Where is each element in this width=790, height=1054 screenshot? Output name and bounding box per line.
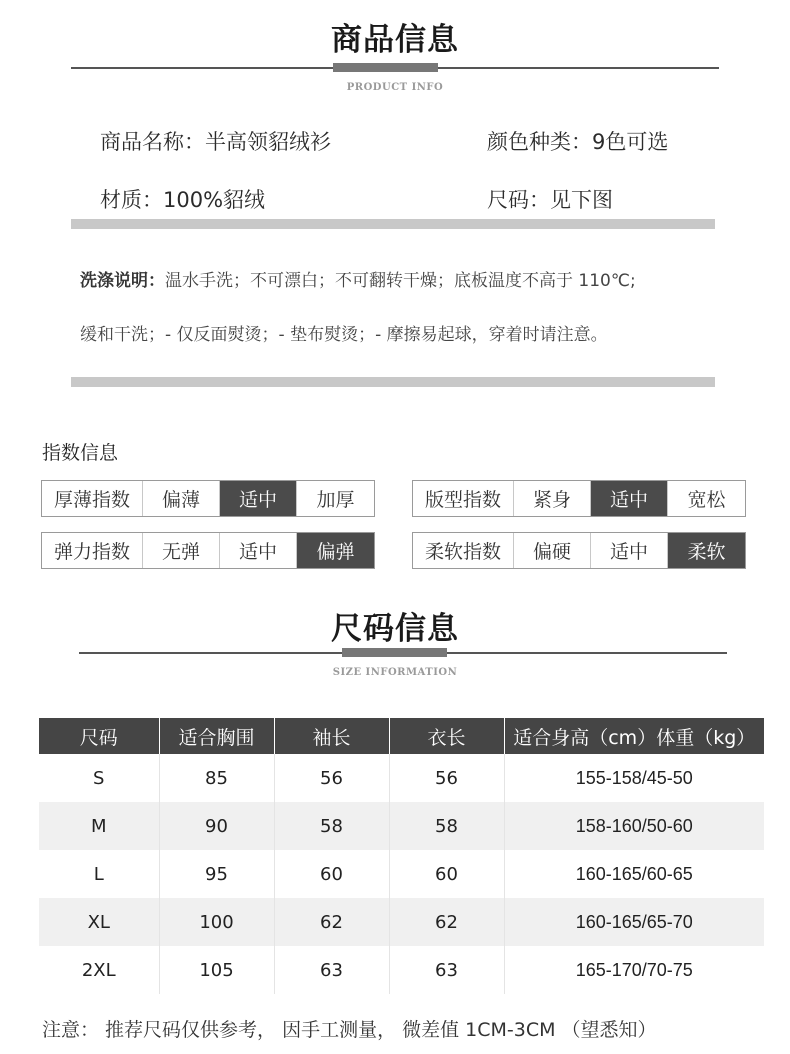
cell-size: L [39,850,159,898]
cell-size: XL [39,898,159,946]
header-size: 尺码 [39,718,159,754]
product-section-title: 商品信息 [331,22,459,58]
size-section-subtitle: SIZE INFORMATION [332,667,458,678]
header-length: 衣长 [389,718,504,754]
title-accent-bar [333,63,438,72]
cell-length: 56 [389,754,504,802]
care-label: 洗涤说明： [80,271,165,291]
table-row [39,850,764,898]
product-name: 商品名称：半高领貂绒衫 [100,130,331,154]
cell-chest: 95 [159,850,274,898]
cell-size: 2XL [39,946,159,994]
table-row [39,802,764,850]
index-elasticity [41,532,375,569]
cell-height-weight: 165-170/70-75 [575,959,693,980]
cell-height-weight: 155-158/45-50 [575,767,693,788]
product-material: 材质：100%貂绒 [100,188,266,212]
index-thickness [41,480,375,517]
cell-size: S [39,754,159,802]
table-row [39,946,764,994]
index-option: 无弹 [143,533,220,568]
header-chest: 适合胸围 [159,718,274,754]
header-height-weight: 适合身高（cm）体重（kg） [504,718,764,754]
cell-height-weight: 158-160/50-60 [504,802,764,850]
cell-size: M [39,802,159,850]
cell-sleeve: 63 [274,946,389,994]
header-sleeve: 袖长 [274,718,389,754]
divider-strip [71,377,715,387]
index-option: 适中 [591,533,668,568]
size-table-header [39,718,764,754]
index-softness [412,532,746,569]
cell-sleeve: 56 [274,754,389,802]
cell-height-weight: 160-165/60-65 [575,863,693,884]
size-section-title: 尺码信息 [331,611,459,647]
cell-length: 63 [389,946,504,994]
indices-heading: 指数信息 [42,442,119,464]
cell-chest: 100 [159,898,274,946]
index-label: 厚薄指数 [42,481,143,516]
table-row [39,898,764,946]
index-option: 宽松 [687,489,726,511]
index-option-selected: 偏弹 [297,533,374,568]
care-text-1: 温水手洗；不可漂白；不可翻转干燥；底板温度不高于 110℃; [165,271,636,291]
index-label: 弹力指数 [42,533,143,568]
index-label: 柔软指数 [413,533,514,568]
cell-height-weight: 160-165/65-70 [504,898,764,946]
cell-length: 58 [389,802,504,850]
care-line-2: 缓和干洗；- 仅反面熨烫；- 垫布熨烫；- 摩擦易起球，穿着时请注意。 [80,325,608,345]
index-option: 偏硬 [514,533,591,568]
product-size: 尺码：见下图 [487,188,613,212]
size-table [39,718,764,994]
index-label: 版型指数 [413,481,514,516]
divider-strip [71,219,715,229]
cell-length: 62 [389,898,504,946]
cell-sleeve: 60 [274,850,389,898]
cell-sleeve: 62 [274,898,389,946]
care-line-1 [80,266,636,291]
index-option-selected: 适中 [591,481,668,516]
cell-length: 60 [389,850,504,898]
title-accent-bar [342,648,447,657]
index-option-selected: 适中 [220,481,297,516]
cell-sleeve: 58 [274,802,389,850]
index-option: 偏薄 [143,481,220,516]
product-colors: 颜色种类：9色可选 [487,130,669,154]
index-option: 紧身 [514,481,591,516]
index-option: 加厚 [316,489,355,511]
size-note: 注意： 推荐尺码仅供参考， 因手工测量， 微差值 1CM-3CM （望悉知） [42,1019,657,1041]
index-fit [412,480,746,517]
cell-chest: 105 [159,946,274,994]
cell-chest: 85 [159,754,274,802]
index-option: 适中 [220,533,297,568]
index-option-selected: 柔软 [668,533,745,568]
table-row [39,754,764,802]
cell-chest: 90 [159,802,274,850]
product-section-subtitle: PRODUCT INFO [346,82,444,93]
